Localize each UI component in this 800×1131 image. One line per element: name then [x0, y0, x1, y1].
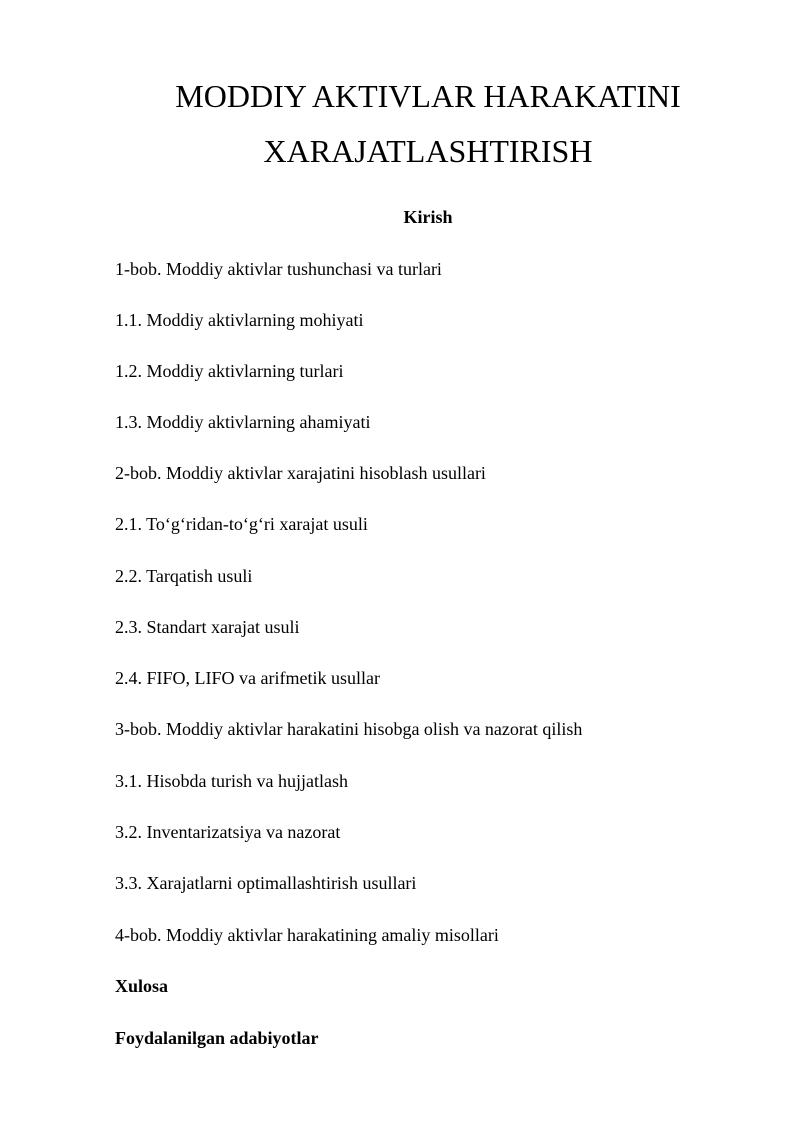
toc-section-3-3: 3.3. Xarajatlarni optimallashtirish usullari [115, 873, 417, 893]
toc-chapter-2: 2-bob. Moddiy aktivlar xarajatini hisoblash usullari [115, 463, 486, 483]
document-title-line-1: MODDIY AKTIVLAR HARAKATINI [175, 78, 681, 114]
toc-section-2-2: 2.2. Tarqatish usuli [115, 566, 253, 586]
toc-section-3-2: 3.2. Inventarizatsiya va nazorat [115, 822, 341, 842]
toc-chapter-4: 4-bob. Moddiy aktivlar harakatining amaliy misollari [115, 925, 499, 945]
toc-section-1-2: 1.2. Moddiy aktivlarning turlari [115, 361, 344, 381]
toc-conclusion: Xulosa [115, 976, 169, 996]
toc-section-2-1: 2.1. To‘g‘ridan-to‘g‘ri xarajat usuli [115, 514, 368, 534]
toc-section-2-4: 2.4. FIFO, LIFO va arifmetik usullar [115, 668, 380, 688]
toc-chapter-3: 3-bob. Moddiy aktivlar harakatini hisobga olish va nazorat qilish [115, 719, 583, 739]
toc-section-3-1: 3.1. Hisobda turish va hujjatlash [115, 771, 348, 791]
toc-section-2-3: 2.3. Standart xarajat usuli [115, 617, 300, 637]
toc-references: Foydalanilgan adabiyotlar [115, 1028, 319, 1048]
toc-section-1-1: 1.1. Moddiy aktivlarning mohiyati [115, 310, 364, 330]
toc-intro-heading: Kirish [403, 207, 453, 227]
toc-section-1-3: 1.3. Moddiy aktivlarning ahamiyati [115, 412, 371, 432]
toc-chapter-1: 1-bob. Moddiy aktivlar tushunchasi va turlari [115, 259, 442, 279]
document-title-line-2: XARAJATLASHTIRISH [263, 133, 593, 169]
